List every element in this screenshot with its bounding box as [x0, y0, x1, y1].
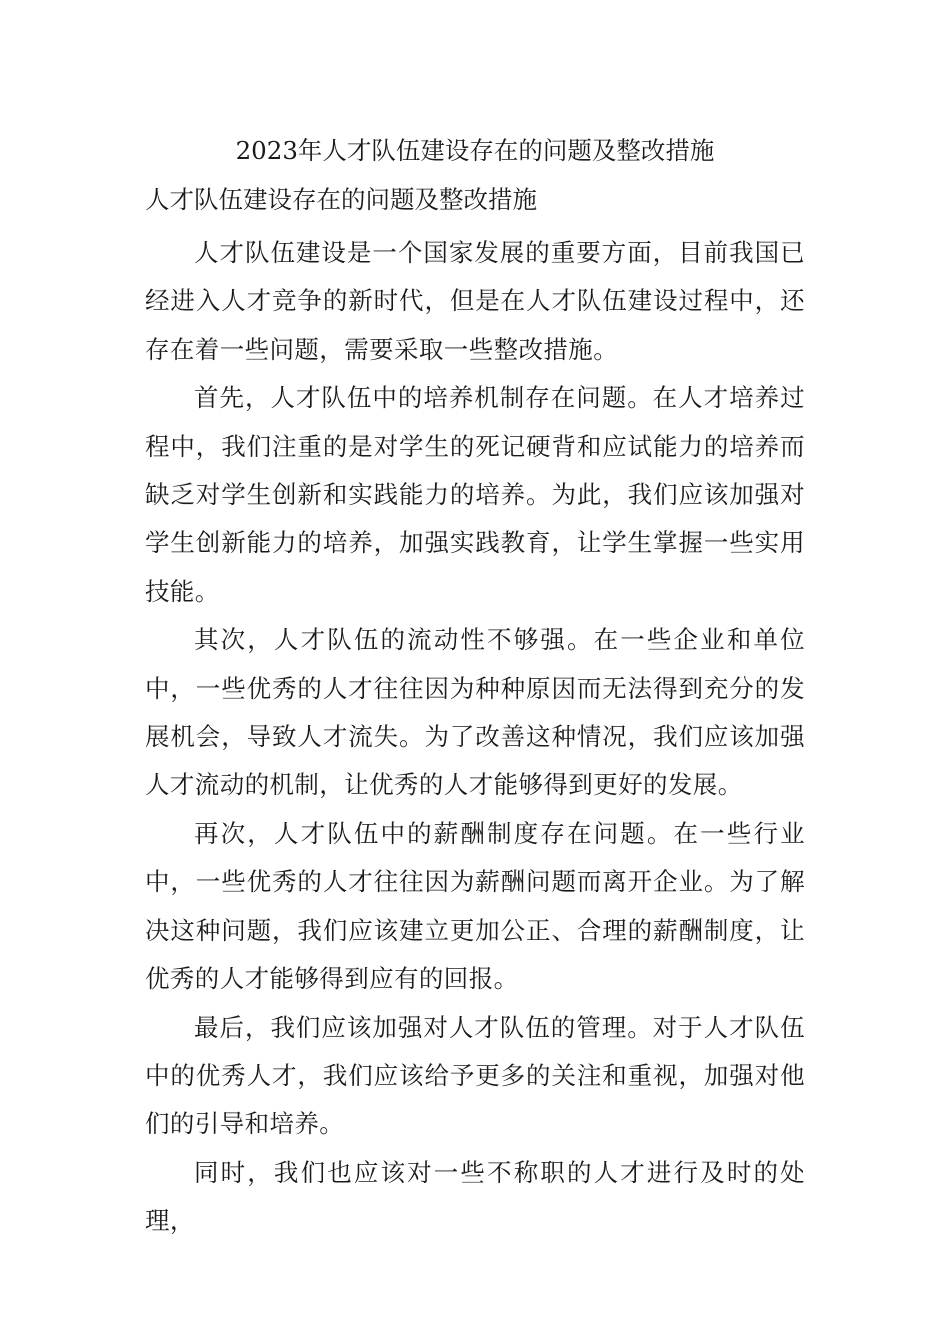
paragraph-salary: 再次，人才队伍中的薪酬制度存在问题。在一些行业中，一些优秀的人才往往因为薪酬问题而离开企业。为了解决这种问题，我们应该建立更加公正、合理的薪酬制度，让优秀的人才能够得到应有的回报。: [145, 818, 805, 994]
document-title: 2023年人才队伍建设存在的问题及整改措施: [235, 136, 715, 165]
document-subtitle: 人才队伍建设存在的问题及整改措施: [145, 185, 537, 214]
paragraph-management: 最后，我们应该加强对人才队伍的管理。对于人才队伍中的优秀人才，我们应该给予更多的关注和重视，加强对他们的引导和培养。: [145, 1012, 805, 1139]
paragraph-training-mechanism: 首先，人才队伍中的培养机制存在问题。在人才培养过程中，我们注重的是对学生的死记硬背和应试能力的培养而缺乏对学生创新和实践能力的培养。为此，我们应该加强对学生创新能力的培养，加强实践教育，让学生掌握一些实用技能。: [145, 383, 805, 606]
paragraph-intro: 人才队伍建设是一个国家发展的重要方面，目前我国已经进入人才竞争的新时代，但是在人才队伍建设过程中，还存在着一些问题，需要采取一些整改措施。: [145, 238, 805, 364]
document-body: [145, 229, 805, 1246]
paragraph-handling: 同时，我们也应该对一些不称职的人才进行及时的处理，: [145, 1157, 805, 1236]
paragraph-mobility: 其次，人才队伍的流动性不够强。在一些企业和单位中，一些优秀的人才往往因为种种原因而无法得到充分的发展机会，导致人才流失。为了改善这种情况，我们应该加强人才流动的机制，让优秀的人才能够得到更好的发展。: [145, 625, 805, 800]
